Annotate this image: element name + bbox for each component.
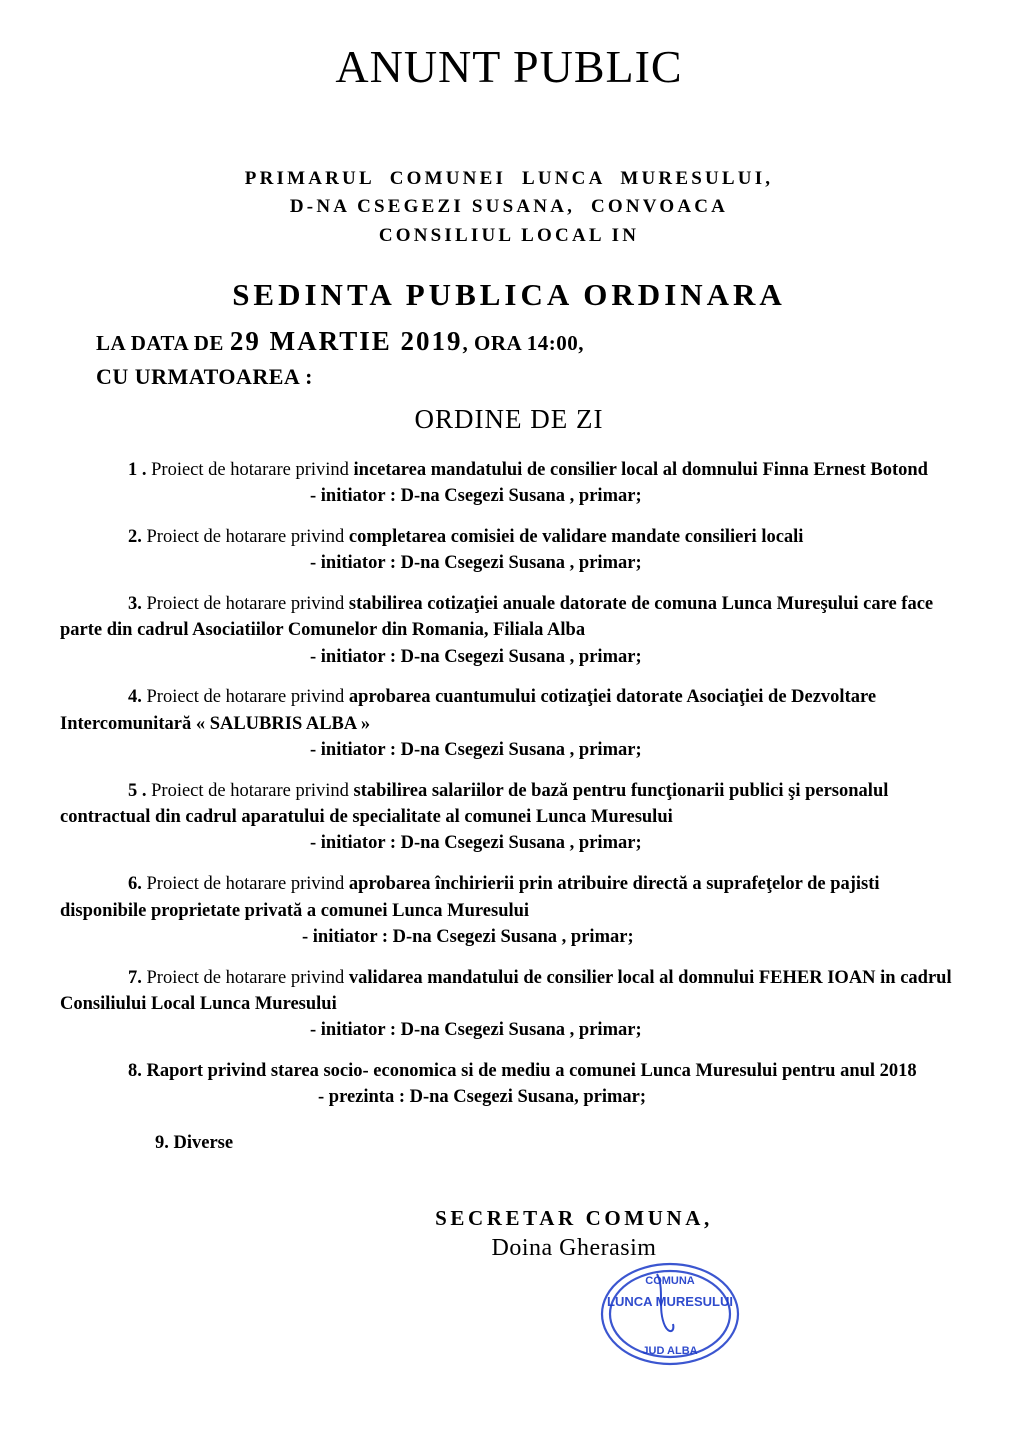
agenda-item-initiator: - prezinta : D-na Csegezi Susana, primar; — [318, 1087, 647, 1108]
session-title: SEDINTA PUBLICA ORDINARA — [232, 277, 786, 313]
date-value: 29 MARTIE 2019 — [229, 326, 463, 357]
agenda-item-number: 4. — [128, 687, 142, 708]
signature-block — [60, 1206, 958, 1262]
stamp-bottom-text: JUD ALBA — [642, 1345, 698, 1357]
agenda-item-initiator: - initiator : D-na Csegezi Susana , primar; — [310, 646, 642, 667]
list-item — [60, 524, 958, 577]
list-item — [60, 778, 958, 857]
agenda-item-lead: Proiect de hotarare privind — [151, 459, 349, 480]
date-suffix: , ORA 14:00, — [462, 331, 584, 356]
agenda-item-text — [60, 591, 958, 644]
agenda-item-lead: Proiect de hotarare privind — [146, 967, 345, 988]
signature-role: SECRETAR COMUNA, — [435, 1206, 713, 1231]
agenda-item-number: 7. — [128, 967, 142, 988]
agenda-item-body: completarea comisiei de validare mandate consilieri locali — [348, 526, 804, 547]
agenda-item-initiator: - initiator : D-na Csegezi Susana , primar; — [302, 926, 634, 947]
agenda-item-initiator: - initiator : D-na Csegezi Susana , primar; — [310, 833, 642, 854]
cu-urmatoarea-line: CU URMATOAREA : — [96, 363, 313, 389]
agenda-item-body: Raport privind starea socio- economica si de mediu a comunei Lunca Muresului pentru anul 2018 — [146, 1061, 917, 1082]
agenda-item-number: 5 . — [128, 780, 147, 801]
agenda-item-lead: Proiect de hotarare privind — [146, 687, 345, 708]
stamp-top-text: COMUNA — [645, 1275, 695, 1287]
agenda-title: ORDINE DE ZI — [414, 403, 604, 434]
agenda-item-body: aprobarea închirierii prin atribuire directă a suprafeţelor de pajisti disponibile proprietate privată a comunei Lunca Muresului — [60, 874, 880, 921]
agenda-item-initiator: - initiator : D-na Csegezi Susana , primar; — [310, 739, 642, 760]
agenda-item-body: stabilirea salariilor de bază pentru funcţionarii publici şi personalul contractual din cadrul aparatului de specialitate al comunei Lunca Muresului — [60, 780, 889, 828]
agenda-item-number: 6. — [128, 874, 142, 895]
agenda-item-number: 8. — [128, 1061, 142, 1082]
agenda-item-text — [60, 684, 958, 737]
date-prefix: LA DATA DE — [96, 331, 224, 356]
header-line-3: CONSILIUL LOCAL IN — [378, 224, 640, 246]
agenda-item-lead: Proiect de hotarare privind — [146, 594, 345, 615]
agenda-item-lead: Proiect de hotarare privind — [146, 526, 345, 547]
agenda-item-diverse: 9. Diverse — [155, 1133, 234, 1154]
list-item — [60, 457, 958, 510]
stamp-middle-text: LUNCA MURESULUI — [607, 1294, 733, 1309]
agenda-item-number: 1 . — [128, 459, 147, 480]
agenda-item-number: 3. — [128, 594, 142, 615]
list-item — [60, 684, 958, 763]
session-date-line — [96, 323, 958, 359]
list-item — [60, 1058, 958, 1111]
official-stamp — [595, 1254, 745, 1372]
list-item — [60, 591, 958, 670]
agenda-item-text — [60, 524, 958, 550]
agenda-item-number: 2. — [128, 526, 142, 547]
announcement-header — [60, 165, 958, 251]
agenda-item-initiator: - initiator : D-na Csegezi Susana , primar; — [310, 553, 642, 574]
document-page — [0, 42, 1018, 1442]
header-line-2: D-NA CSEGEZI SUSANA, CONVOACA — [289, 196, 729, 218]
agenda-item-body: validarea mandatului de consilier local al domnului FEHER IOAN in cadrul Consiliului Local Lunca Muresului — [60, 967, 952, 1014]
agenda-item-body: stabilirea cotizaţiei anuale datorate de comuna Lunca Mureşului care face parte din cadrul Asociatiilor Comunelor din Romania, Filiala Alba — [60, 594, 934, 641]
list-item — [60, 965, 958, 1044]
header-line-1: PRIMARUL COMUNEI LUNCA MURESULUI, — [244, 167, 774, 189]
signature-name: Doina Gherasim — [491, 1235, 657, 1262]
agenda-item-text — [60, 965, 958, 1018]
agenda-item-text — [60, 457, 958, 483]
agenda-item-text — [60, 1058, 958, 1084]
agenda-item-text — [60, 871, 958, 924]
list-item — [60, 871, 958, 950]
agenda-item-text — [60, 778, 958, 831]
agenda-item-lead: Proiect de hotarare privind — [151, 780, 349, 801]
page-title: ANUNT PUBLIC — [335, 41, 683, 92]
stamp-signature-stroke — [657, 1274, 673, 1331]
agenda-item-lead: Proiect de hotarare privind — [146, 874, 345, 895]
agenda-item-initiator: - initiator : D-na Csegezi Susana , primar; — [310, 485, 642, 506]
agenda-item-body: aprobarea cuantumului cotizaţiei datorate Asociaţiei de Dezvoltare Intercomunitară « SALUBRIS ALBA » — [60, 687, 877, 734]
agenda-item-initiator: - initiator : D-na Csegezi Susana , primar; — [310, 1020, 642, 1041]
agenda-item-body: incetarea mandatului de consilier local al domnului Finna Ernest Botond — [353, 459, 928, 480]
agenda-items-list — [60, 457, 958, 1155]
